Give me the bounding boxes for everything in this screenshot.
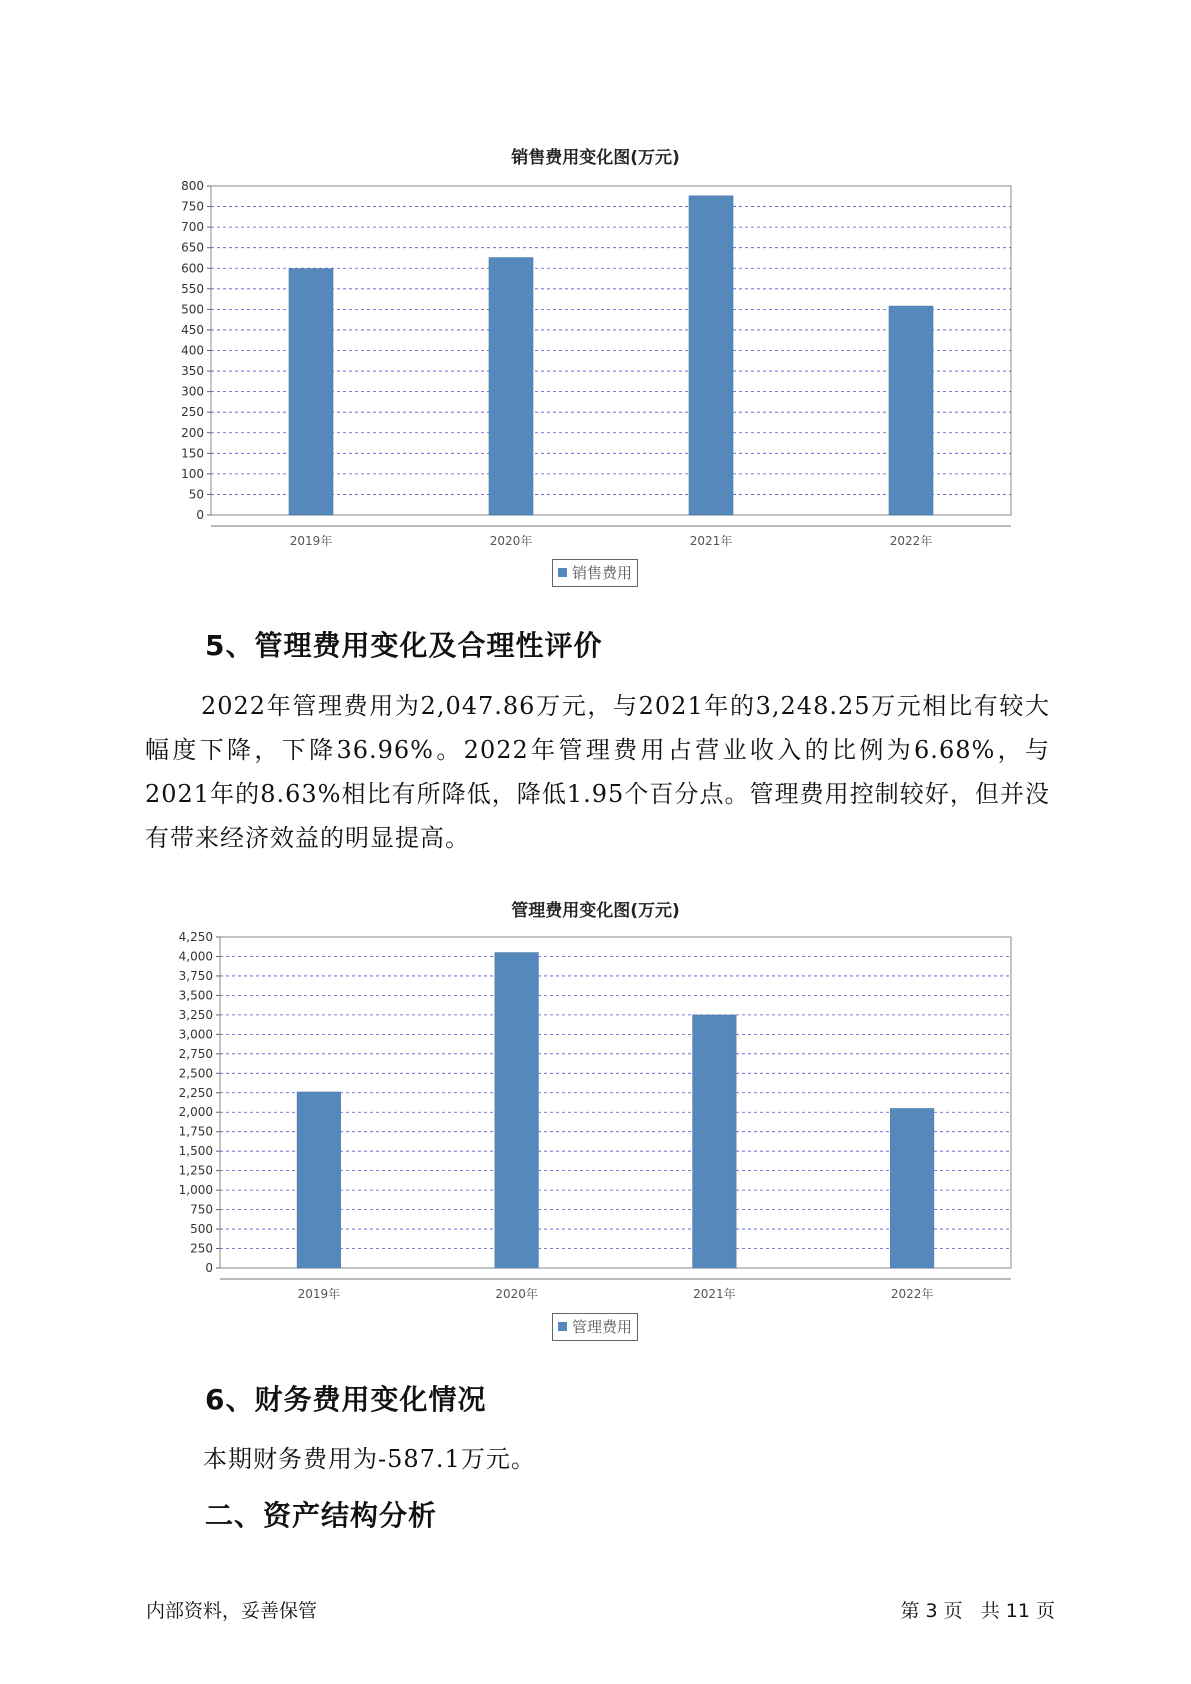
y-tick-label: 800	[181, 179, 204, 193]
y-tick-label: 0	[205, 1261, 213, 1275]
bar	[693, 1015, 737, 1268]
y-tick-label: 3,250	[178, 1007, 213, 1022]
y-tick-label: 500	[190, 1222, 213, 1237]
x-tick-label: 2021年	[693, 1287, 736, 1301]
y-tick-label: 550	[181, 281, 204, 296]
x-tick-label: 2019年	[297, 1287, 341, 1301]
y-tick-label: 50	[188, 487, 204, 502]
footer-page-number: 第 3 页 共 11 页	[900, 1600, 1055, 1622]
chart-title-admin: 管理费用变化图(万元)	[511, 901, 680, 921]
y-tick-label: 150	[181, 446, 204, 461]
y-tick-label: 0	[196, 508, 204, 522]
footer-left: 内部资料，妥善保管	[146, 1600, 318, 1622]
y-tick-label: 250	[181, 405, 204, 420]
bar	[297, 1092, 341, 1268]
x-tick-label: 2019年	[289, 534, 333, 548]
y-tick-label: 700	[181, 220, 204, 235]
y-tick-label: 650	[181, 240, 204, 255]
x-tick-label: 2021年	[689, 534, 733, 548]
y-tick-label: 250	[190, 1241, 213, 1256]
heading-section-two: 二、资产结构分析	[205, 1499, 438, 1532]
x-tick-label: 2022年	[889, 534, 933, 548]
y-tick-label: 3,000	[178, 1027, 213, 1042]
legend-admin	[552, 1313, 638, 1341]
legend-label-sales: 销售费用	[572, 564, 633, 582]
y-tick-label: 3,750	[178, 968, 213, 983]
y-tick-label: 350	[181, 364, 204, 379]
bar	[495, 953, 539, 1268]
x-tick-label: 2022年	[890, 1287, 934, 1301]
y-tick-label: 1,750	[178, 1124, 213, 1139]
paragraph-section-6: 本期财务费用为-587.1万元。	[203, 1445, 536, 1473]
y-tick-label: 2,500	[178, 1066, 213, 1081]
y-tick-label: 1,250	[178, 1163, 213, 1178]
y-tick-label: 400	[181, 343, 204, 358]
x-tick-label: 2020年	[495, 1287, 538, 1301]
chart-title-sales: 销售费用变化图(万元)	[511, 148, 680, 168]
y-tick-label: 500	[181, 302, 204, 317]
heading-section-5: 5、管理费用变化及合理性评价	[205, 629, 603, 662]
y-tick-label: 100	[181, 466, 204, 481]
y-tick-label: 600	[181, 261, 204, 276]
x-tick-label: 2020年	[489, 534, 533, 548]
y-tick-label: 4,250	[178, 930, 213, 944]
legend-swatch-admin	[558, 1322, 567, 1331]
y-tick-label: 2,250	[178, 1085, 213, 1100]
y-tick-label: 4,000	[178, 949, 213, 964]
y-tick-label: 2,000	[178, 1105, 213, 1120]
y-tick-label: 3,500	[178, 988, 213, 1003]
y-tick-label: 750	[190, 1202, 213, 1217]
paragraph-section-5: 2022年管理费用为2,047.86万元，与2021年的3,248.25万元相比有较大幅度下降，下降36.96%。2022年管理费用占营业收入的比例为6.68%，与2021年的8.63%相比有所降低，降低1.95个百分点。管理费用控制较好，但并没有带来经济效益的明显提高。	[145, 692, 1050, 852]
y-tick-label: 300	[181, 384, 204, 399]
bar	[890, 1109, 934, 1268]
y-tick-label: 2,750	[178, 1046, 213, 1061]
y-tick-label: 750	[181, 199, 204, 214]
legend-label-admin: 管理费用	[572, 1318, 633, 1336]
y-tick-label: 1,000	[178, 1183, 213, 1198]
heading-section-6: 6、财务费用变化情况	[205, 1383, 487, 1416]
y-tick-label: 200	[181, 425, 204, 440]
y-tick-label: 1,500	[178, 1144, 213, 1159]
y-tick-label: 450	[181, 322, 204, 337]
